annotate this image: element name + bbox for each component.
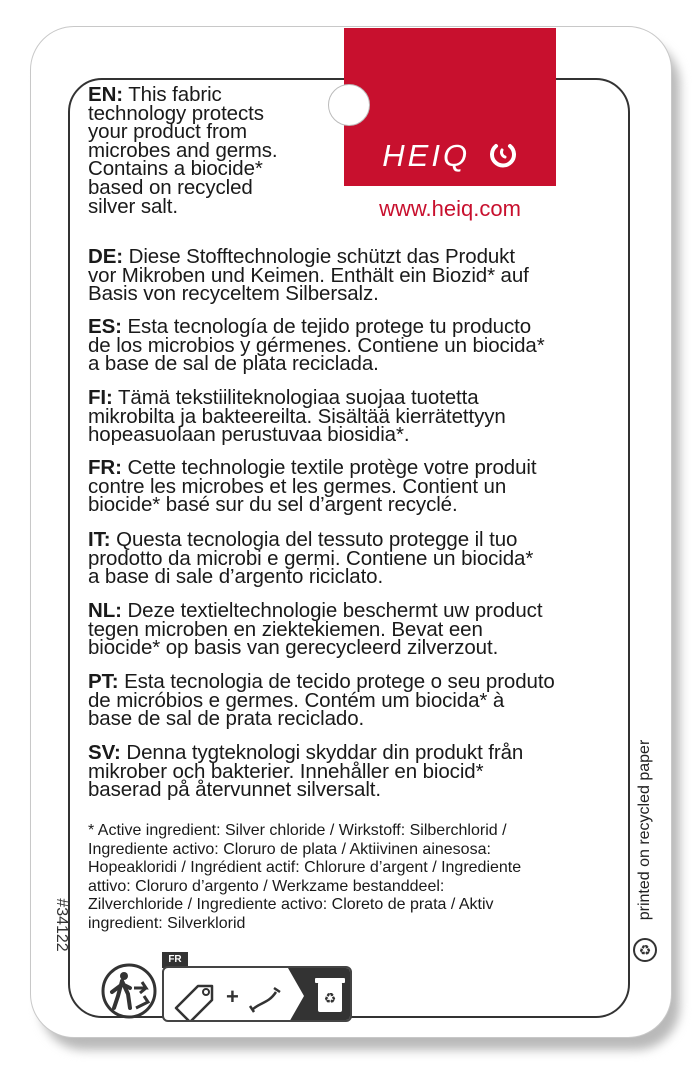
brand-url[interactable]: www.heiq.com — [379, 196, 521, 221]
footnote-line: Hopeakloridi / Ingrédient actif: Chlorure d’argent / Ingrediente — [88, 859, 522, 877]
paragraph-es — [88, 315, 628, 376]
recycle-paper-icon: ♻ — [633, 938, 657, 962]
line-text: Tämä tekstiiliteknologiaa suojaa tuotetta — [117, 386, 479, 409]
line-text: Contains a biocide* — [88, 157, 263, 181]
line-text: a base de sal de plata reciclada. — [88, 352, 379, 376]
footnote-line: * Active ingredient: Silver chloride / Wirkstoff: Silberchlorid / — [88, 822, 507, 839]
text-line — [88, 707, 628, 731]
country-tab: FR — [162, 952, 188, 968]
language-code: PT: — [88, 670, 119, 693]
triman-icon — [100, 962, 158, 1020]
tag-icon — [176, 986, 212, 1022]
language-code: EN: — [88, 83, 124, 106]
text-line — [88, 423, 628, 447]
language-code: ES: — [88, 315, 122, 338]
text-line — [88, 352, 628, 376]
printed-note: printed on recycled paper — [636, 739, 653, 921]
footnote-line: Ingrediente activo: Cloruro de plata / Aktiivinen ainesosa: — [88, 840, 491, 858]
line-text: Cette technologie textile protège votre produit — [127, 456, 537, 479]
line-text: technology protects — [88, 101, 264, 125]
brand-logo: HEIQ — [344, 138, 556, 174]
line-text: de micróbios e germes. Contém um biocida* à — [88, 688, 505, 712]
moon-swirl-icon — [488, 142, 518, 170]
line-text: silver salt. — [88, 194, 178, 218]
language-code: IT: — [88, 528, 111, 551]
text-line — [88, 493, 628, 517]
line-text: base de sal de prata reciclado. — [88, 707, 365, 731]
line-text: vor Mikroben und Keimen. Enthält ein Biozid* auf — [88, 263, 529, 287]
line-text: contre les microbes et les germes. Contient un — [88, 474, 507, 498]
line-text: Diese Stofftechnologie schützt das Produkt — [128, 245, 515, 268]
line-text: mikrobilta ja bakteereilta. Sisältää kierrätettyyn — [88, 404, 506, 428]
footnote-line: attivo: Cloruro d’argento / Werkzame bestanddeel: — [88, 877, 445, 895]
text-line — [88, 636, 628, 660]
paragraph-pt — [88, 670, 628, 731]
paragraph-en — [88, 83, 328, 218]
line-text: biocide* op basis van gerecycleerd zilverzout. — [88, 636, 499, 660]
line-text: Basis von recyceltem Silbersalz. — [88, 282, 379, 306]
language-code: SV: — [88, 741, 121, 764]
paragraph-nl — [88, 599, 628, 660]
text-line — [88, 565, 628, 589]
line-text: Esta tecnología de tejido protege tu producto — [127, 315, 531, 338]
line-text: mikrober och bakterier. Innehåller en biocid* — [88, 759, 484, 783]
language-code: FI: — [88, 386, 113, 409]
language-code: FR: — [88, 456, 122, 479]
paragraph-fr — [88, 456, 628, 517]
line-text: biocide* basé sur du sel d’argent recyclé. — [88, 493, 458, 517]
text-line — [88, 778, 628, 802]
line-text: tegen microben en ziektekiemen. Bevat een — [88, 617, 483, 641]
recycling-bin-icon — [315, 978, 345, 1012]
plus-sign: + — [226, 984, 239, 1009]
line-text: microbes and germs. — [88, 138, 278, 162]
line-text: your product from — [88, 120, 247, 144]
line-text: Questa tecnologia del tessuto protegge il tuo — [116, 528, 518, 551]
footnote-line: ingredient: Silverklorid — [88, 914, 246, 932]
line-text: based on recycled — [88, 175, 253, 199]
paragraph-fi — [88, 386, 628, 447]
string-icon — [250, 988, 280, 1012]
line-text: baserad på återvunnet silversalt. — [88, 778, 381, 802]
paragraph-de — [88, 245, 628, 306]
language-code: DE: — [88, 245, 124, 268]
line-text: Esta tecnologia de tecido protege o seu produto — [124, 670, 555, 693]
item-code: #34122 — [53, 898, 70, 952]
svg-text:♻: ♻ — [323, 991, 337, 1007]
language-code: NL: — [88, 599, 122, 622]
line-text: This fabric — [128, 83, 222, 106]
punch-hole — [328, 84, 370, 126]
paragraph-sv — [88, 741, 628, 802]
text-line — [88, 282, 628, 306]
line-text: hopeasuolaan perustuvaa biosidia*. — [88, 423, 410, 447]
line-text: prodotto da microbi e germi. Contiene un biocida* — [88, 546, 534, 570]
footnote-line: Zilverchloride / Ingrediente activo: Cloreto de prata / Aktiv — [88, 896, 494, 914]
line-text: Deze textieltechnologie beschermt uw product — [127, 599, 543, 622]
line-text: Denna tygteknologi skyddar din produkt från — [126, 741, 524, 764]
line-text: de los microbios y gérmenes. Contiene un biocida* — [88, 333, 545, 357]
line-text: a base di sale d’argento riciclato. — [88, 565, 384, 589]
text-line — [88, 194, 328, 218]
sorting-graphic — [164, 968, 352, 1022]
brand-logo-block — [344, 28, 556, 186]
paragraph-it — [88, 528, 628, 589]
footnote — [88, 822, 608, 934]
sorting-info — [162, 966, 352, 1022]
